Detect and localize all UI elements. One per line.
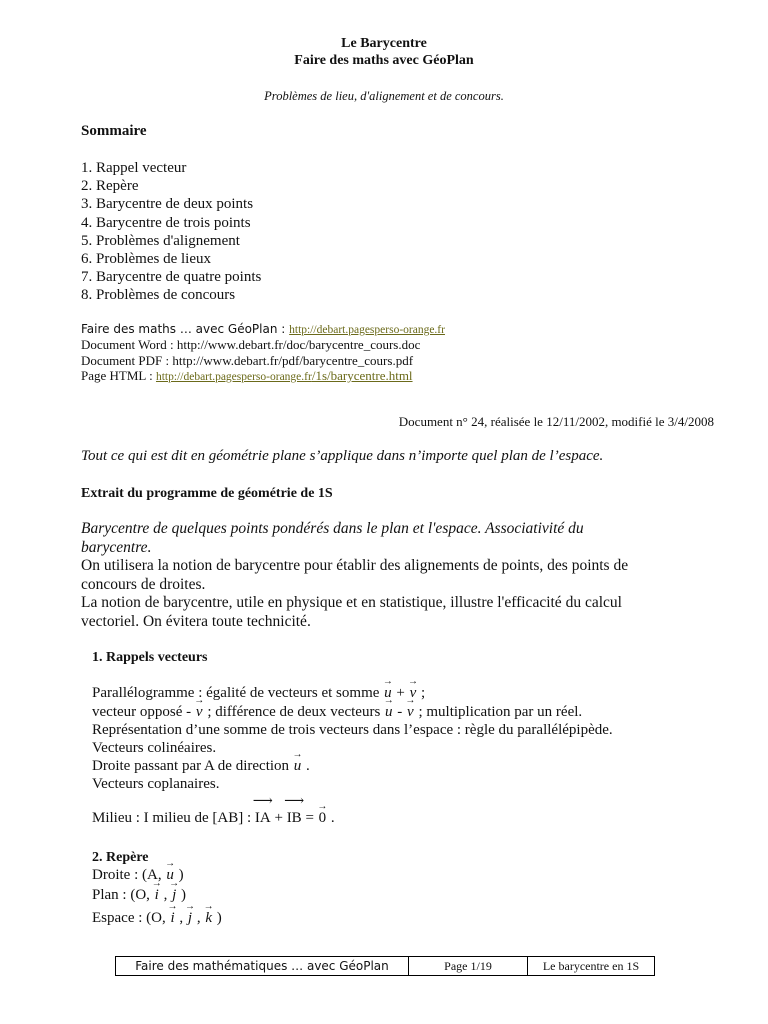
- vector-ib: ⟶ IB: [287, 810, 302, 827]
- section1-line-5-text: Droite passant par A de direction: [92, 758, 293, 774]
- doc-info: Document n° 24, réalisée le 12/11/2002, modifié le 3/4/2008: [398, 414, 714, 429]
- sommaire-item[interactable]: 4. Barycentre de trois points: [81, 214, 251, 231]
- ref-geoplan-label: Faire des maths … avec GéoPlan :: [81, 322, 290, 336]
- section1-line-2a: vecteur opposé -: [92, 704, 195, 720]
- sommaire-item[interactable]: 5. Problèmes d'alignement: [81, 232, 240, 249]
- repere-plan-text: Plan : (O,: [92, 887, 154, 903]
- section1-line-2c: ; multiplication par un réel.: [414, 704, 583, 720]
- milieu-line: Milieu : I milieu de [AB] : ⟶ IA + ⟶ IB = → 0 .: [92, 810, 335, 827]
- vector-u: → u: [383, 685, 393, 702]
- section1-heading: 1. Rappels vecteurs: [92, 650, 208, 665]
- programme-line-6: vectoriel. On évitera toute technicité.: [81, 612, 311, 630]
- programme-line-4: concours de droites.: [81, 575, 206, 593]
- vector-j: → j: [171, 887, 177, 904]
- sommaire-item[interactable]: 6. Problèmes de lieux: [81, 251, 211, 268]
- milieu-text: Milieu : I milieu de [AB] :: [92, 810, 255, 826]
- vector-u: → u: [384, 704, 394, 721]
- section2-heading: 2. Repère: [92, 850, 149, 865]
- sommaire-item[interactable]: 8. Problèmes de concours: [81, 287, 236, 304]
- doc-subtitle-title: Faire des maths avec GéoPlan: [294, 53, 474, 68]
- vector-i: → i: [154, 887, 160, 904]
- ref-geoplan: [81, 321, 445, 337]
- vector-v: → v: [195, 704, 204, 721]
- repere-espace-text: Espace : (O,: [92, 910, 170, 926]
- sommaire-heading: Sommaire: [81, 123, 147, 139]
- vector-u: → u: [293, 758, 303, 775]
- programme-italic-1: Barycentre de quelques points pondérés dans le plan et l'espace. Associativité du: [81, 520, 584, 537]
- footer-page-number: Page 1/19: [409, 957, 528, 975]
- sommaire-list: [81, 159, 261, 305]
- section1-line-2b: ; différence de deux vecteurs: [203, 704, 385, 720]
- ref-html: [81, 368, 413, 384]
- repere-plan: Plan : (O, → i , → j ): [92, 887, 186, 904]
- section1-line-1: Parallélogramme : égalité de vecteurs et somme → u + → v ;: [92, 685, 425, 702]
- sommaire-item[interactable]: 3. Barycentre de deux points: [81, 196, 254, 213]
- sommaire-item[interactable]: 7. Barycentre de quatre points: [81, 269, 262, 286]
- html-link-a[interactable]: http://debart.pagesperso-orange.fr: [155, 371, 312, 383]
- programme-italic-2: barycentre.: [81, 538, 152, 556]
- repere-espace: Espace : (O, → i , → j , → k ): [92, 910, 222, 927]
- vector-ia: ⟶ IA: [255, 810, 271, 827]
- page-footer: [115, 956, 655, 976]
- geoplan-link[interactable]: http://debart.pagesperso-orange.fr: [289, 324, 445, 336]
- vector-zero: → 0: [318, 810, 328, 827]
- section1-line-4: Vecteurs colinéaires.: [92, 740, 217, 756]
- repere-droite: Droite : (A, → u ): [92, 867, 184, 884]
- doc-tagline: Problèmes de lieu, d'alignement et de concours.: [264, 89, 504, 103]
- section1-line-2: vecteur opposé - → v ; différence de deux vecteurs → u - → v ; multiplication par un réel.: [92, 704, 582, 721]
- section1-line-1-text: Parallélogramme : égalité de vecteurs et somme: [92, 685, 384, 701]
- footer-left: Faire des mathématiques … avec GéoPlan: [116, 957, 409, 975]
- programme-line-5: La notion de barycentre, utile en physique et en statistique, illustre l'efficacité du calcul: [81, 594, 622, 611]
- ref-html-label: Page HTML :: [81, 368, 156, 383]
- vector-v: → v: [409, 685, 418, 702]
- ref-pdf: Document PDF : http://www.debart.fr/pdf/barycentre_cours.pdf: [81, 353, 414, 368]
- section1-line-5: Droite passant par A de direction → u .: [92, 758, 310, 775]
- footer-right: Le barycentre en 1S: [542, 958, 640, 973]
- programme-heading: Extrait du programme de géométrie de 1S: [81, 486, 333, 501]
- section1-line-3: Représentation d’une somme de trois vecteurs dans l’espace : règle du parallélépipède.: [92, 722, 613, 738]
- html-link-b[interactable]: /1s/barycentre.html: [311, 368, 413, 383]
- ref-word: Document Word : http://www.debart.fr/doc/barycentre_cours.doc: [81, 337, 421, 352]
- doc-title: Le Barycentre: [341, 36, 427, 51]
- vector-u: → u: [165, 867, 175, 884]
- sommaire-item[interactable]: 1. Rappel vecteur: [81, 160, 187, 176]
- vector-i: → i: [169, 910, 175, 927]
- programme-line-3: On utilisera la notion de barycentre pour établir des alignements de points, des points de: [81, 557, 629, 574]
- intro-statement: Tout ce qui est dit en géométrie plane s’applique dans n’importe quel plan de l’espace.: [81, 448, 604, 464]
- programme-text: [81, 520, 628, 631]
- vector-k: → k: [204, 910, 213, 927]
- vector-j: → j: [187, 910, 193, 927]
- section1-line-6: Vecteurs coplanaires.: [92, 776, 220, 792]
- sommaire-item[interactable]: 2. Repère: [81, 178, 139, 195]
- repere-droite-text: Droite : (A,: [92, 867, 166, 883]
- vector-v: → v: [406, 704, 415, 721]
